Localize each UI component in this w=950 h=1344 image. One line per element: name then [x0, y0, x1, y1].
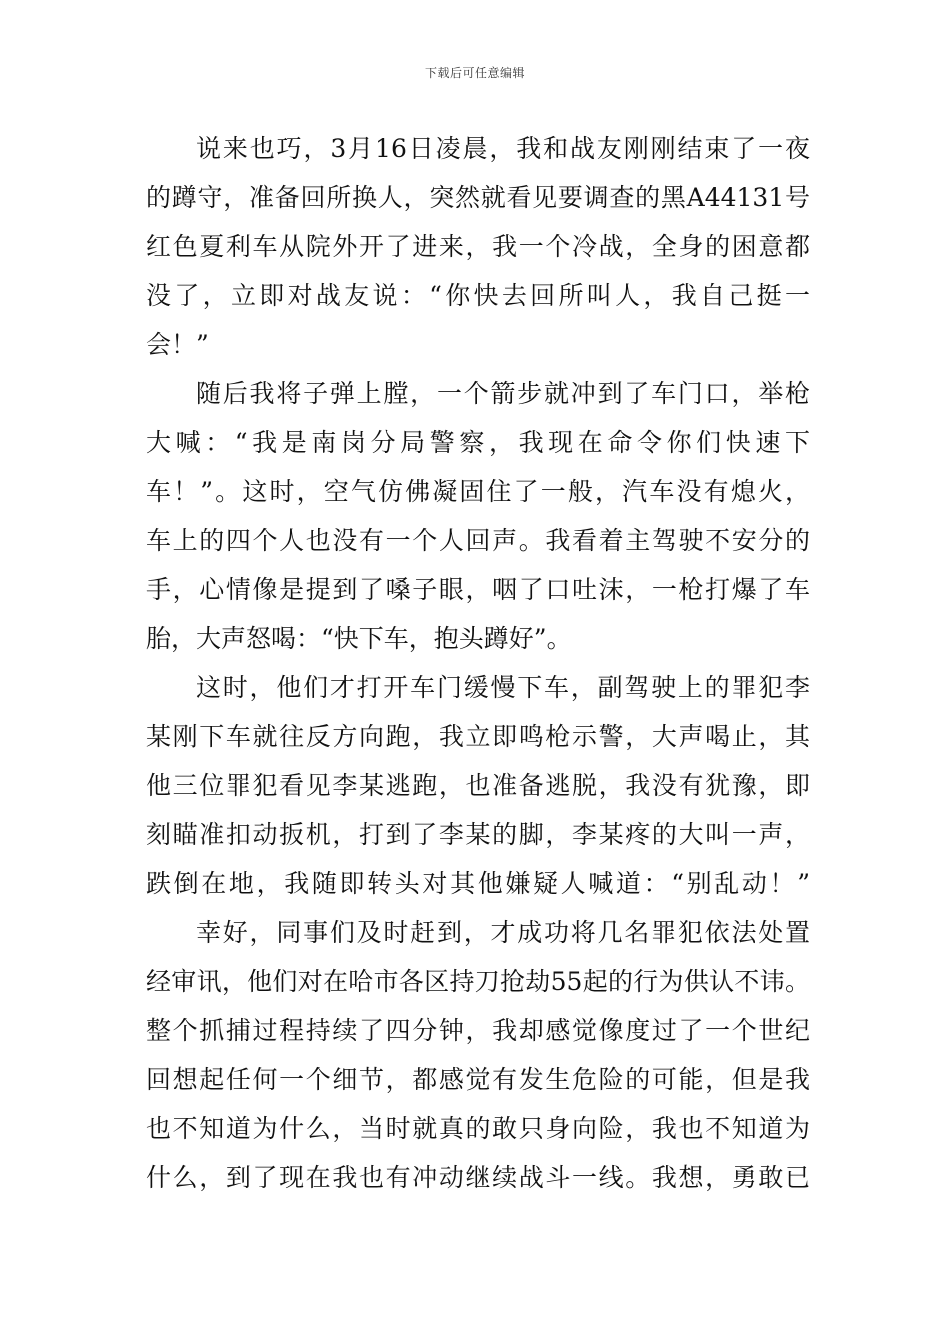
text-line: 他三位罪犯看见李某逃跑，也准备逃脱，我没有犹豫，即: [146, 771, 810, 800]
text-line: 没了，立即对战友说：“你快去回所叫人，我自己挺一: [146, 281, 810, 310]
text-line: 的蹲守，准备回所换人，突然就看见要调查的黑A44131号: [146, 183, 810, 212]
text-line: 大喊：“我是南岗分局警察，我现在命令你们快速下: [146, 428, 810, 457]
text-line: 手，心情像是提到了嗓子眼，咽了口吐沫，一枪打爆了车: [146, 575, 810, 604]
text-line: 胎，大声怒喝：“快下车，抱头蹲好”。: [146, 624, 572, 653]
page-header: 下载后可任意编辑: [424, 66, 525, 80]
text-line: 刻瞄准扣动扳机，打到了李某的脚，李某疼的大叫一声，: [146, 820, 810, 849]
text-line: 整个抓捕过程持续了四分钟，我却感觉像度过了一个世纪: [146, 1016, 810, 1045]
text-line: 跌倒在地，我随即转头对其他嫌疑人喊道：“别乱动！”: [146, 869, 810, 898]
text-line: 某刚下车就往反方向跑，我立即鸣枪示警，大声喝止，其: [146, 722, 810, 751]
text-line: 车上的四个人也没有一个人回声。我看着主驾驶不安分的: [146, 526, 810, 555]
text-line: 经审讯，他们对在哈市各区持刀抢劫55起的行为供认不讳。: [146, 967, 810, 996]
text-line: 什么，到了现在我也有冲动继续战斗一线。我想，勇敢已: [146, 1163, 810, 1192]
text-line: 车！”。这时，空气仿佛凝固住了一般，汽车没有熄火，: [146, 477, 810, 506]
text-line: 幸好，同事们及时赶到，才成功将几名罪犯依法处置: [196, 918, 810, 947]
text-line: 随后我将子弹上膛，一个箭步就冲到了车门口，举枪: [196, 379, 810, 408]
body-text: [146, 124, 810, 1202]
text-line: 红色夏利车从院外开了进来，我一个冷战，全身的困意都: [146, 232, 810, 261]
text-line: 这时，他们才打开车门缓慢下车，副驾驶上的罪犯李: [196, 673, 810, 702]
text-line: 会！”: [146, 330, 209, 359]
text-line: 说来也巧，3月16日凌晨，我和战友刚刚结束了一夜: [196, 134, 810, 163]
text-line: 也不知道为什么，当时就真的敢只身向险，我也不知道为: [146, 1114, 810, 1143]
text-line: 回想起任何一个细节，都感觉有发生危险的可能，但是我: [146, 1065, 810, 1094]
